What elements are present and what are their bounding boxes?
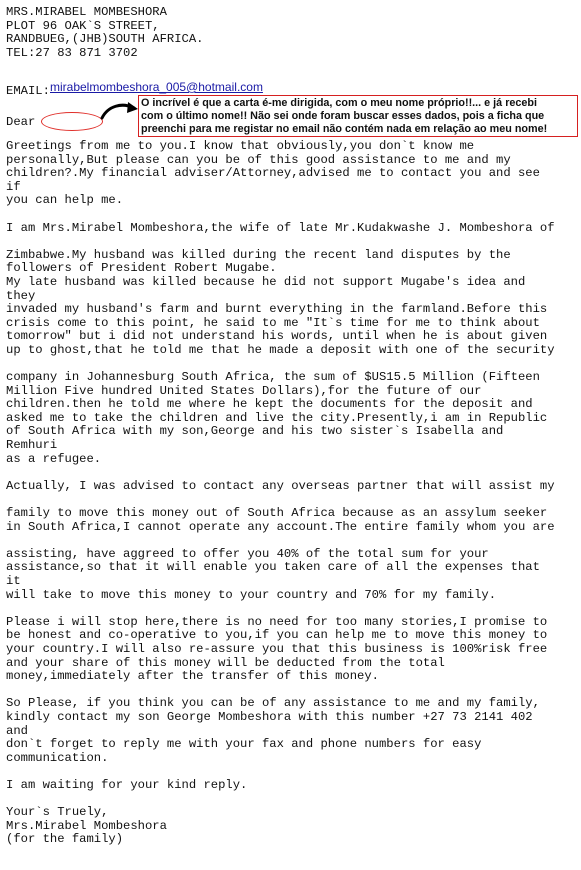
paragraph-gap: [6, 235, 555, 249]
paragraph-gap: [6, 534, 555, 548]
paragraph-line: Your`s Truely,: [6, 805, 109, 820]
sender-address: [6, 6, 203, 60]
paragraph-line: money,immediately after the transfer of this money.: [6, 669, 379, 684]
paragraph-line: if: [6, 179, 21, 194]
paragraph-gap: [6, 684, 555, 698]
paragraph-gap: [6, 765, 555, 779]
annotation-arrow-icon: [100, 98, 140, 122]
paragraph-line: assistance,so that it will enable you taken care of all the expenses that: [6, 560, 540, 575]
email-label: EMAIL:: [6, 84, 50, 98]
paragraph-line: personally,But please can you be of this good assistance to me and my: [6, 152, 511, 167]
paragraph: [6, 480, 555, 494]
paragraph-line: I am waiting for your kind reply.: [6, 777, 248, 792]
paragraph-line: be honest and co-operative to you,if you can help me to move this money to: [6, 628, 548, 643]
redacted-name-ellipse: [41, 112, 103, 131]
annotation-line: com o último nome!! Não sei onde foram buscar esses dados, pois a ficha que: [141, 110, 545, 122]
paragraph: [6, 507, 555, 534]
paragraph-line: Actually, I was advised to contact any overseas partner that will assist my: [6, 478, 555, 493]
paragraph-line: they: [6, 288, 36, 303]
paragraph-line: children.then he told me where he kept the documents for the deposit and: [6, 397, 533, 412]
paragraph-line: So Please, if you think you can be of any assistance to me and my family,: [6, 696, 540, 711]
paragraph-line: and your share of this money will be deducted from the total: [6, 655, 445, 670]
paragraph-line: I am Mrs.Mirabel Mombeshora,the wife of late Mr.Kudakwashe J. Mombeshora of: [6, 220, 555, 235]
paragraph-line: tomorrow" but i did not understand his words, until when he is about given: [6, 329, 548, 344]
paragraph-line: crisis come to this point, he said to me "It`s time for me to think about: [6, 315, 540, 330]
paragraph-line: Mrs.Mirabel Mombeshora: [6, 818, 167, 833]
paragraph-line: asked me to take the children and live the city.Presently,i am in Republic: [6, 410, 548, 425]
paragraph-line: don`t forget to reply me with your fax and phone numbers for easy: [6, 737, 482, 752]
paragraph-line: Million Five hundred United States Dollars),for the future of our: [6, 383, 482, 398]
paragraph-line: Remhuri: [6, 438, 58, 453]
paragraph-line: you can help me.: [6, 193, 124, 208]
paragraph-line: family to move this money out of South Africa because as an assylum seeker: [6, 506, 548, 521]
paragraph: [6, 616, 555, 684]
paragraph-gap: [6, 493, 555, 507]
paragraph-line: Greetings from me to you.I know that obviously,you don`t know me: [6, 139, 475, 153]
paragraph: [6, 697, 555, 765]
paragraph-line: as a refugee.: [6, 451, 102, 466]
paragraph-line: will take to move this money to your country and 70% for my family.: [6, 587, 497, 602]
paragraph-line: Zimbabwe.My husband was killed during the recent land disputes by the: [6, 247, 511, 262]
paragraph-line: followers of President Robert Mugabe.: [6, 261, 277, 276]
paragraph-line: children?.My financial adviser/Attorney,advised me to contact you and see: [6, 166, 540, 181]
paragraph-line: kindly contact my son George Mombeshora with this number +27 73 2141 402: [6, 709, 533, 724]
paragraph-line: in South Africa,I cannot operate any account.The entire family whom you are: [6, 519, 555, 534]
paragraph: [6, 548, 555, 602]
paragraph-gap: [6, 466, 555, 480]
paragraph-line: (for the family): [6, 832, 124, 847]
paragraph-line: up to ghost,that he told me that he made a deposit with one of the security: [6, 342, 555, 357]
letter-body: [6, 140, 555, 847]
paragraph: [6, 140, 555, 208]
paragraph-line: assisting, have aggreed to offer you 40% of the total sum for your: [6, 546, 489, 561]
sender-phone: TEL:27 83 871 3702: [6, 45, 138, 60]
paragraph-line: invaded my husband's farm and burnt everything in the farmland.Before this: [6, 302, 548, 317]
paragraph-gap: [6, 602, 555, 616]
paragraph-line: of South Africa with my son,George and his two sister`s Isabella and: [6, 424, 504, 439]
sender-email-link[interactable]: mirabelmombeshora_005@hotmail.com: [50, 80, 263, 94]
paragraph: [6, 371, 555, 466]
sender-name: MRS.MIRABEL MOMBESHORA: [6, 5, 167, 19]
annotation-line: O incrível é que a carta é-me dirigida, com o meu nome próprio!!... e já recebi: [141, 97, 538, 109]
annotation-line: preenchi para me registar no email não contém nada em relação ao meu nome!: [141, 123, 548, 135]
greeting: Dear: [6, 115, 36, 129]
paragraph: [6, 779, 555, 793]
paragraph-line: My late husband was killed because he did not support Mugabe's idea and: [6, 274, 526, 289]
paragraph-line: your country.I will also re-assure you that this business is 100%risk free: [6, 641, 548, 656]
paragraph-line: communication.: [6, 750, 109, 765]
annotation-note: [138, 95, 578, 137]
paragraph: [6, 806, 555, 847]
paragraph-gap: [6, 208, 555, 222]
paragraph-line: company in Johannesburg South Africa, the sum of $US15.5 Million (Fifteen: [6, 370, 540, 385]
paragraph-gap: [6, 793, 555, 807]
sender-street: PLOT 96 OAK`S STREET,: [6, 18, 160, 33]
paragraph-line: and: [6, 723, 28, 738]
paragraph-line: it: [6, 574, 21, 588]
paragraph-gap: [6, 358, 555, 372]
paragraph-line: Please i will stop here,there is no need for too many stories,I promise to: [6, 614, 548, 629]
sender-city: RANDBUEG,(JHB)SOUTH AFRICA.: [6, 32, 204, 46]
paragraph: [6, 222, 555, 236]
paragraph: [6, 249, 555, 358]
